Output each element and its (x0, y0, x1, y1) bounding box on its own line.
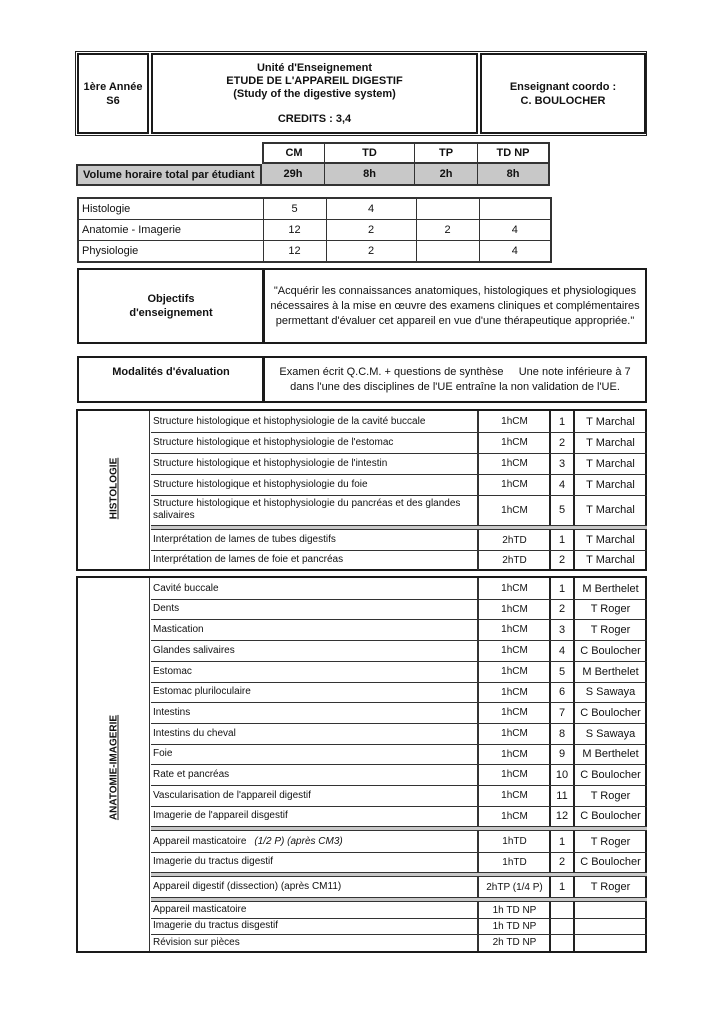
hours-cell: 1hCM (501, 707, 528, 718)
session-number: 11 (556, 789, 568, 802)
table-row (151, 682, 647, 703)
topic-cell: Appareil digestif (dissection) (après CM11) (151, 877, 479, 897)
teacher-cell: M Berthelet (582, 748, 639, 760)
anatomie-section (76, 576, 647, 953)
discipline-td: 4 (326, 198, 416, 220)
discipline-td: 2 (326, 241, 416, 263)
hours-table (76, 142, 550, 187)
topic-cell: Structure histologique et histophysiologie de l'intestin (151, 453, 479, 474)
hours-cell: 1hTD (502, 836, 527, 847)
teacher-cell: T Roger (590, 835, 631, 848)
discipline-cm: 5 (263, 198, 326, 220)
topic-cell: Vascularisation de l'appareil digestif (151, 785, 479, 806)
session-number: 2 (558, 856, 566, 868)
objectives-label: Objectifs d'enseignement (129, 293, 213, 319)
table-row (151, 877, 647, 897)
table-row (151, 619, 647, 641)
unit-cell (151, 53, 478, 134)
teacher-cell: C Boulocher (580, 706, 641, 719)
hours-cell: 1hCM (501, 686, 528, 698)
topic-cell: Interprétation de lames de tubes digestifs (151, 530, 479, 550)
table-row (151, 453, 647, 475)
unit-label: Unité d'Enseignement (256, 61, 373, 74)
discipline-tdnp: 4 (479, 220, 551, 241)
discipline-cm: 12 (263, 241, 326, 263)
table-row (151, 530, 647, 551)
hours-cell: 1hCM (501, 416, 528, 427)
hours-cell: 1hCM (501, 645, 528, 656)
discipline-tdnp (479, 198, 551, 220)
hours-cell: 1hCM (501, 437, 528, 448)
teacher-cell: T Roger (590, 603, 631, 615)
histologie-section (76, 409, 647, 571)
session-number: 2 (558, 554, 566, 566)
evaluation-label-cell (77, 356, 263, 403)
session-number: 1 (558, 415, 566, 428)
table-row (151, 852, 647, 872)
teacher-cell: T Roger (590, 789, 631, 802)
session-number: 2 (558, 436, 566, 449)
table-row (151, 640, 647, 662)
table-row (151, 918, 647, 935)
topic-cell: Rate et pancréas (151, 764, 479, 785)
total-hours-label: Volume horaire total par étudiant (76, 164, 262, 186)
table-row (151, 806, 647, 826)
discipline-row (78, 198, 551, 220)
anatomie-label: ANATOMIE-IMAGERIE (108, 714, 120, 821)
discipline-hours-table (77, 197, 552, 263)
table-row (151, 764, 647, 786)
table-row (151, 785, 647, 807)
total-td: 8h (325, 164, 415, 186)
credits-label: CREDITS : 3,4 (277, 112, 352, 125)
session-number: 1 (558, 881, 566, 893)
coordinator-label: Enseignant coordo : (509, 80, 617, 93)
teacher-cell: T Roger (590, 881, 631, 893)
teacher-cell: C Boulocher (580, 644, 641, 657)
hours-cell: 1hCM (501, 769, 528, 780)
discipline-row (78, 241, 551, 263)
hours-cell: 1hCM (501, 458, 528, 469)
topic-cell: Estomac (151, 661, 479, 682)
histologie-rows (151, 411, 647, 569)
teacher-cell: T Marchal (586, 457, 635, 470)
anatomie-label-column (78, 578, 150, 951)
col-header-tp: TP (415, 142, 478, 164)
teacher-cell: T Marchal (586, 554, 635, 566)
objectives-label-cell (77, 268, 263, 344)
discipline-name: Physiologie (78, 241, 263, 263)
histologie-label-column (78, 411, 150, 569)
session-number: 1 (558, 835, 566, 848)
table-row (151, 578, 647, 600)
teacher-cell: T Roger (590, 623, 631, 636)
topic-cell: Intestins (151, 702, 479, 723)
teacher-cell: T Marchal (586, 534, 635, 546)
hours-cell: 1hCM (501, 504, 528, 516)
hours-cell: 1hCM (501, 666, 528, 677)
session-number: 8 (558, 727, 566, 740)
histologie-label: HISTOLOGIE (108, 457, 120, 520)
hours-cell: 1hCM (501, 479, 528, 490)
topic-cell: Foie (151, 744, 479, 764)
topic-text: Appareil masticatoire (153, 835, 247, 847)
year-label: 1ère Année (83, 80, 143, 93)
total-tdnp: 8h (478, 164, 550, 186)
table-row (151, 702, 647, 724)
table-row (151, 599, 647, 620)
session-number: 3 (558, 457, 566, 470)
session-number: 6 (558, 686, 566, 698)
topic-cell: Structure histologique et histophysiologie du pancréas et des glandes salivaires (151, 495, 479, 525)
teacher-cell: C Boulocher (580, 856, 641, 868)
topic-cell: Structure histologique et histophysiologie du foie (151, 474, 479, 495)
table-row (151, 934, 647, 951)
table-row (151, 411, 647, 433)
topic-cell: Intestins du cheval (151, 723, 479, 744)
coordinator-cell (480, 53, 646, 134)
topic-cell: Structure histologique et histophysiologie de la cavité buccale (151, 411, 479, 432)
col-header-tdnp: TD NP (478, 142, 550, 164)
hours-cell: 2hTD (502, 534, 527, 546)
topic-cell: Glandes salivaires (151, 640, 479, 661)
discipline-tp (416, 198, 479, 220)
coordinator-name: C. BOULOCHER (520, 94, 606, 107)
hours-cell: 1hCM (501, 810, 528, 822)
total-tp: 2h (415, 164, 478, 186)
teacher-cell: S Sawaya (585, 727, 636, 740)
topic-note: (1/2 P) (après CM3) (254, 835, 343, 847)
hours-cell: 2hTP (1/4 P) (486, 881, 543, 893)
year-cell (77, 53, 149, 134)
topic-cell: Imagerie du tractus disgestif (151, 918, 479, 934)
topic-cell: Cavité buccale (151, 578, 479, 599)
teacher-cell: T Marchal (586, 504, 635, 516)
discipline-name: Histologie (78, 198, 263, 220)
total-cm: 29h (262, 164, 325, 186)
topic-cell: Mastication (151, 619, 479, 640)
session-number: 10 (555, 768, 569, 781)
hours-cell: 1hCM (501, 748, 528, 760)
teacher-cell: C Boulocher (580, 768, 641, 781)
hours-cell: 1hCM (501, 583, 528, 594)
teacher-cell: M Berthelet (582, 582, 639, 595)
objectives-text-cell (262, 268, 647, 344)
evaluation-text: Examen écrit Q.C.M. + questions de synthèse Une note inférieure à 7 dans l'une des disciplines de l'UE entraîne la non validation de l'UE. (279, 365, 634, 393)
topic-cell: Dents (151, 599, 479, 619)
hours-cell: 1h TD NP (492, 904, 537, 916)
session-number: 2 (558, 603, 566, 615)
discipline-row (78, 220, 551, 241)
table-row (151, 744, 647, 765)
topic-cell: Interprétation de lames de foie et pancréas (151, 550, 479, 570)
topic-cell: Structure histologique et histophysiologie de l'estomac (151, 432, 479, 453)
hours-cell: 2h TD NP (492, 937, 537, 948)
hours-cell: 1hCM (501, 624, 528, 635)
hours-cell: 1hTD (502, 856, 527, 868)
objectives-text: "Acquérir les connaissances anatomiques, histologiques et physiologiques nécessaires à la mise en œuvre des examens cliniques et complémentaires permettant d'évaluer cet appareil en vue d'une thérapeutique appropriée." (270, 284, 640, 327)
hours-cell: 1hCM (501, 728, 528, 739)
table-row (151, 831, 647, 853)
table-row (151, 432, 647, 454)
evaluation-label: Modalités d'évaluation (112, 366, 230, 378)
topic-cell (151, 831, 479, 852)
discipline-tdnp: 4 (479, 241, 551, 263)
teacher-cell: M Berthelet (582, 665, 639, 678)
hours-cell: 1hCM (501, 603, 528, 615)
session-number: 12 (555, 810, 569, 822)
session-number: 1 (558, 534, 566, 546)
topic-cell: Appareil masticatoire (151, 902, 479, 918)
table-row (151, 723, 647, 745)
col-header-td: TD (325, 142, 415, 164)
semester-label: S6 (106, 94, 120, 107)
anatomie-rows (151, 578, 647, 951)
teacher-cell: C Boulocher (580, 810, 641, 822)
table-row (151, 474, 647, 496)
table-row (151, 902, 647, 919)
topic-cell: Imagerie du tractus digestif (151, 852, 479, 872)
discipline-tp (416, 241, 479, 263)
hours-cell: 1h TD NP (492, 920, 537, 932)
discipline-name: Anatomie - Imagerie (78, 220, 263, 241)
unit-subtitle: (Study of the digestive system) (233, 87, 396, 100)
unit-title: ETUDE DE L'APPAREIL DIGESTIF (226, 74, 403, 87)
col-header-cm: CM (262, 142, 325, 164)
session-number: 4 (558, 644, 566, 657)
discipline-tp: 2 (416, 220, 479, 241)
topic-cell: Révision sur pièces (151, 934, 479, 951)
hours-cell: 1hCM (501, 790, 528, 801)
teacher-cell: T Marchal (586, 436, 635, 449)
session-number: 3 (558, 623, 566, 636)
hours-cell: 2hTD (502, 554, 527, 566)
teacher-cell: S Sawaya (585, 686, 636, 698)
evaluation-text-cell (262, 356, 647, 403)
discipline-td: 2 (326, 220, 416, 241)
session-number: 4 (558, 478, 566, 491)
session-number: 7 (558, 706, 566, 719)
table-row (151, 661, 647, 683)
session-number: 5 (558, 665, 566, 678)
discipline-cm: 12 (263, 220, 326, 241)
table-row (151, 550, 647, 570)
session-number: 5 (558, 504, 566, 516)
topic-cell: Estomac pluriloculaire (151, 682, 479, 702)
topic-cell: Imagerie de l'appareil disgestif (151, 806, 479, 826)
session-number: 9 (558, 748, 566, 760)
table-row (151, 495, 647, 525)
teacher-cell: T Marchal (586, 415, 635, 428)
teacher-cell: T Marchal (586, 478, 635, 491)
session-number: 1 (558, 582, 566, 595)
